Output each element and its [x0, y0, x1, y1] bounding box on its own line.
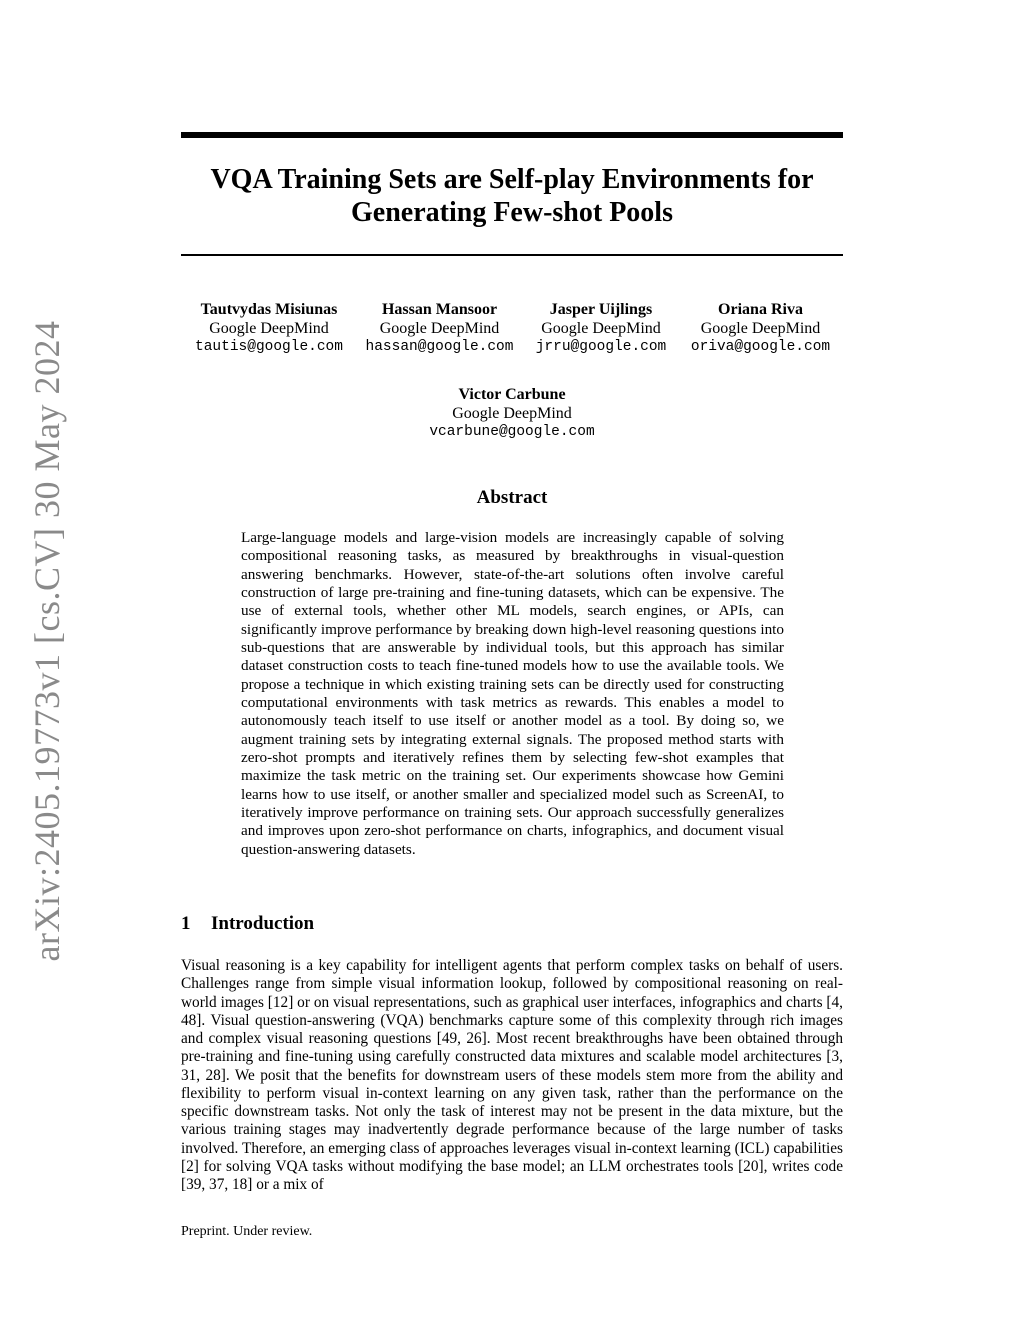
author-email[interactable]: jrru@google.com — [535, 339, 667, 355]
section-title: Introduction — [211, 913, 315, 934]
title-rule-top — [181, 132, 843, 138]
author-affiliation: Google DeepMind — [379, 320, 500, 337]
author-name: Tautvydas Misiunas — [200, 301, 338, 318]
preprint-footer: Preprint. Under review. — [181, 1224, 313, 1239]
author-block — [194, 300, 344, 357]
section-number: 1 — [181, 913, 191, 934]
abstract-body: Large-language models and large-vision models are increasingly capable of solving compositional reasoning tasks, as measured by breakthroughs in visual-question answering benchmarks. However, state-of-the-art solutions often involve careful construction of large pre-training and fine-tuning datasets, which can be expensive. The use of external tools, whether other ML models, search engines, or APIs, can significantly improve performance by breaking down high-level reasoning questions into sub-questions that are answerable by individual tools, but this approach has similar dataset construction costs to teach fine-tuned models how to use the available tools. We propose a technique in which existing training sets can be directly used for constructing computational environments with task metrics as rewards. This enables a model to autonomously teach itself to use itself or another model as a tool. By doing so, we augment training sets by integrating external signals. The proposed method starts with zero-shot prompts and iteratively refines them by selecting few-shot examples that maximize the task metric on the training set. Our experiments showcase how Gemini learns how to use itself, or another smaller and specialized model such as ScreenAI, to iteratively improve performance on training sets. Our approach successfully generalizes and improves upon zero-shot performance on charts, infographics, and document visual question-answering datasets. — [241, 529, 784, 858]
title-rule-bottom — [181, 254, 843, 256]
author-affiliation: Google DeepMind — [452, 405, 572, 422]
author-affiliation: Google DeepMind — [700, 320, 821, 337]
arxiv-side-stamp: arXiv:2405.19773v1 [cs.CV] 30 May 2024 — [27, 320, 67, 962]
title-line-2: Generating Few-shot Pools — [351, 197, 673, 228]
introduction-body: Visual reasoning is a key capability for intelligent agents that perform complex tasks on behalf of users. Challenges range from simple visual information lookup, followed by compositional reasoning on real-world images [12] or on visual representations, such as graphical user interfaces, infographics and charts [4, 48]. Visual question-answering (VQA) benchmarks capture some of this complexity through rich images and complex visual reasoning questions [49, 26]. Most recent breakthroughs have been obtained through pre-training and fine-tuning using carefully constructed data mixtures and scalable model architectures [3, 31, 28]. We posit that the benefits for downstream users of these models stem more from the ability and flexibility to perform visual in-context learning on any given task, rather than the performance on the specific downstream tasks. Not only the task of interest may not be present in the data mixture, but the various training stages may inadvertently degrade performance because of the large number of tasks involved. Therefore, an emerging class of approaches leverages visual in-context learning (ICL) capabilities [2] for solving VQA tasks without modifying the base model; an LLM orchestrates tools [20], writes code [39, 37, 18] or a mix of — [181, 957, 843, 1193]
author-name: Hassan Mansoor — [381, 301, 498, 318]
author-affiliation: Google DeepMind — [209, 320, 329, 337]
author-affiliation: Google DeepMind — [541, 320, 661, 337]
author-email[interactable]: hassan@google.com — [365, 339, 514, 355]
author-email[interactable]: vcarbune@google.com — [429, 424, 595, 440]
author-block — [688, 300, 833, 357]
paper-title — [181, 163, 843, 229]
author-email[interactable]: tautis@google.com — [195, 339, 343, 355]
author-name: Jasper Uijlings — [549, 301, 653, 318]
author-name: Oriana Riva — [718, 301, 803, 318]
abstract-heading: Abstract — [476, 487, 548, 508]
author-email[interactable]: oriva@google.com — [690, 339, 831, 355]
title-line-1: VQA Training Sets are Self-play Environments for — [210, 164, 814, 195]
section-heading-introduction — [181, 913, 314, 935]
author-name: Victor Carbune — [458, 386, 566, 403]
author-block — [412, 385, 612, 442]
author-block — [532, 300, 670, 357]
author-block — [362, 300, 517, 357]
